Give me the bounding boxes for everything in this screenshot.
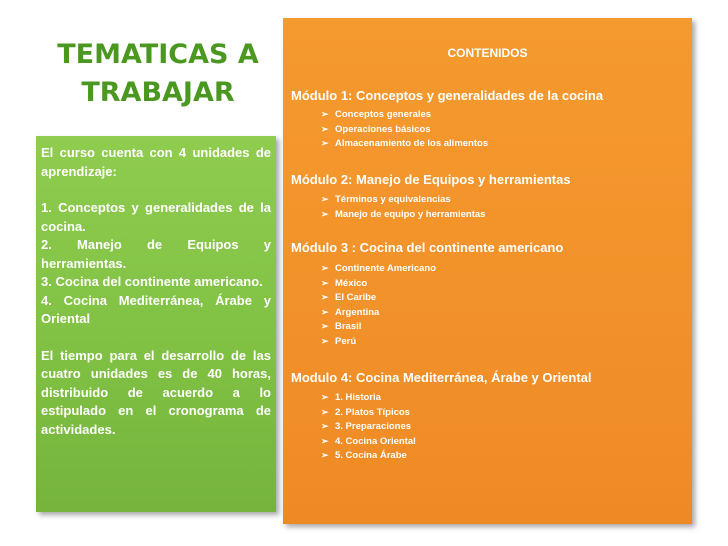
slide-title [40, 36, 276, 112]
arrow-bullet-icon: ➢ [321, 138, 329, 148]
unit-3-text: 3. Cocina del continente americano. [41, 274, 263, 289]
list-item [321, 276, 436, 291]
arrow-bullet-icon: ➢ [321, 392, 329, 402]
unit-1-text: 1. Conceptos y generalidades de la cocina. [41, 200, 271, 234]
arrow-bullet-icon: ➢ [321, 421, 329, 431]
time-note-text: El tiempo para el desarrollo de las cuatro unidades es de 40 horas, distribuido de acuerdo a lo estipulado en el cronograma de actividades. [41, 347, 271, 437]
list-item [321, 305, 436, 320]
arrow-bullet-icon: ➢ [321, 277, 329, 288]
list-item-label: Almacenamiento de los alimentos [335, 138, 489, 149]
list-item [321, 334, 436, 349]
module-2-title: Módulo 2: Manejo de Equipos y herramientas [291, 172, 571, 187]
list-item-label: 4. Cocina Oriental [335, 435, 416, 447]
arrow-bullet-icon: ➢ [321, 435, 329, 446]
list-item-label: 2. Platos Típicos [335, 406, 410, 418]
list-item-label: Argentina [335, 306, 380, 318]
list-item-label: Brasil [335, 321, 362, 332]
module-4-items [321, 390, 416, 463]
module-3-items [321, 261, 436, 348]
arrow-bullet-icon: ➢ [321, 306, 329, 317]
arrow-bullet-icon: ➢ [321, 123, 329, 134]
list-item-label: El Caribe [335, 292, 377, 303]
list-item [321, 448, 416, 463]
slide-title-line-1: TEMATICAS A [57, 39, 259, 70]
list-item-label: Manejo de equipo y herramientas [335, 208, 486, 220]
arrow-bullet-icon: ➢ [321, 406, 329, 417]
list-item [321, 192, 485, 207]
course-intro-text: El curso cuenta con 4 unidades de aprendizaje: [41, 145, 271, 179]
contents-heading: CONTENIDOS [447, 46, 528, 60]
list-item [321, 319, 436, 334]
arrow-bullet-icon: ➢ [321, 450, 329, 460]
module-3-title: Módulo 3 : Cocina del continente americano [291, 240, 564, 255]
unit-4-text: 4. Cocina Mediterránea, Árabe y Oriental [41, 292, 271, 326]
arrow-bullet-icon: ➢ [321, 292, 329, 302]
list-item [321, 136, 488, 151]
list-item [321, 122, 488, 137]
list-item [321, 290, 436, 305]
list-item-label: Conceptos generales [335, 109, 432, 120]
slide-title-line-2: TRABAJAR [81, 77, 235, 108]
list-item [321, 207, 485, 222]
contents-panel [283, 18, 692, 524]
arrow-bullet-icon: ➢ [321, 335, 329, 346]
unit-2-text: 2. Manejo de Equipos y herramientas. [41, 237, 271, 271]
list-item-label: 3. Preparaciones [335, 421, 412, 432]
arrow-bullet-icon: ➢ [321, 109, 329, 119]
module-2-items [321, 192, 485, 221]
module-1-items [321, 107, 488, 151]
list-item-label: 5. Cocina Árabe [335, 450, 407, 461]
spacer [41, 181, 271, 199]
list-item-label: Términos y equivalencias [335, 194, 451, 205]
module-1-title: Módulo 1: Conceptos y generalidades de la cocina [291, 88, 604, 103]
spacer [41, 329, 271, 347]
arrow-bullet-icon: ➢ [321, 321, 329, 331]
arrow-bullet-icon: ➢ [321, 263, 329, 273]
list-item [321, 390, 416, 405]
list-item-label: Operaciones básicos [335, 123, 431, 135]
list-item-label: México [335, 277, 368, 289]
module-4-title: Modulo 4: Cocina Mediterránea, Árabe y Oriental [291, 370, 592, 385]
list-item-label: Continente Americano [335, 263, 436, 274]
list-item [321, 261, 436, 276]
list-item [321, 419, 416, 434]
list-item [321, 434, 416, 449]
list-item-label: 1. Historia [335, 392, 381, 403]
arrow-bullet-icon: ➢ [321, 194, 329, 204]
list-item-label: Perú [335, 335, 357, 347]
course-overview-panel [36, 136, 276, 512]
arrow-bullet-icon: ➢ [321, 208, 329, 219]
list-item [321, 405, 416, 420]
list-item [321, 107, 488, 122]
